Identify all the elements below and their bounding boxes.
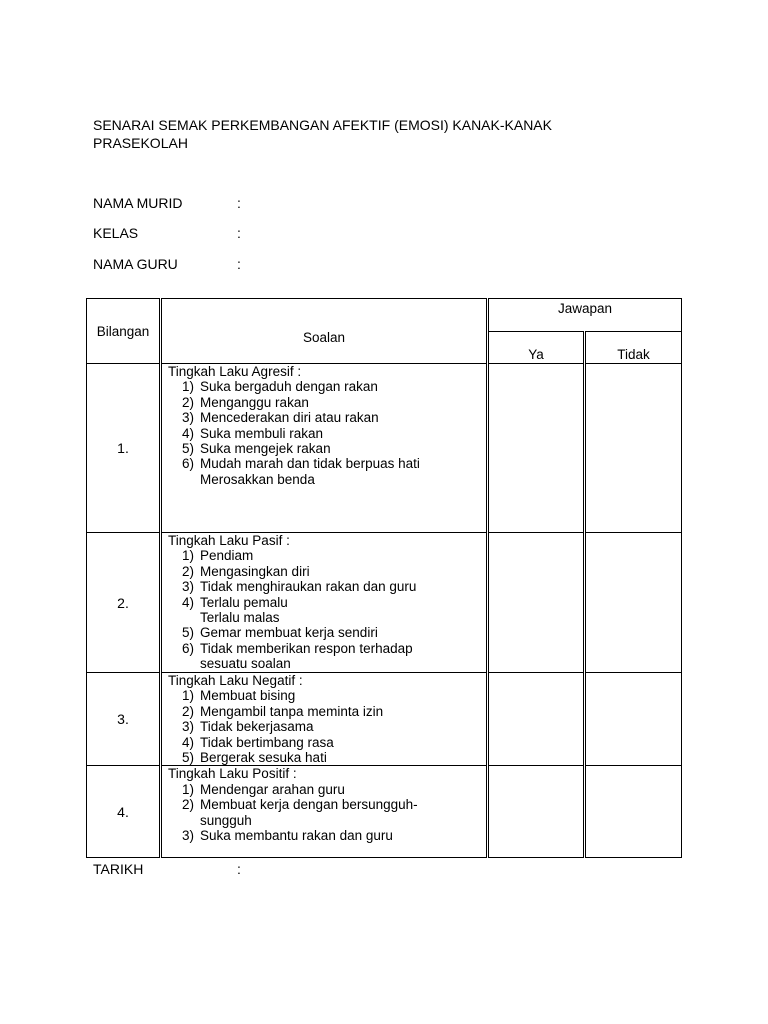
list-item: [168, 735, 482, 750]
item-number: 3): [181, 719, 194, 735]
header-jawapan: Jawapan: [488, 299, 682, 332]
list-item: [168, 688, 482, 703]
item-text: Tidak bertimbang rasa: [200, 734, 334, 750]
item-number: 6): [181, 456, 194, 472]
item-text: Suka mengejek rakan: [200, 441, 331, 457]
item-text: Tidak memberikan respon terhadap: [200, 640, 413, 656]
list-item: [168, 656, 482, 671]
list-item: [168, 595, 482, 610]
list-item: [168, 441, 482, 456]
answer-tidak-cell[interactable]: [585, 766, 682, 858]
item-text: Suka membuli rakan: [200, 425, 324, 441]
header-ya: Ya: [488, 332, 585, 364]
item-text: Membuat kerja dengan bersungguh-: [200, 797, 418, 813]
item-number: 2): [181, 563, 194, 579]
item-number: 5): [181, 750, 194, 766]
item-text: Suka membantu rakan dan guru: [200, 828, 393, 844]
item-text: Terlalu malas: [200, 610, 280, 626]
item-text: Mengasingkan diri: [200, 563, 310, 579]
question-cell: [161, 766, 488, 858]
list-item: [168, 828, 482, 843]
item-text: Mengambil tanpa meminta izin: [200, 703, 384, 719]
field-colon: :: [237, 861, 241, 877]
list-item: [168, 625, 482, 640]
answer-tidak-cell[interactable]: [585, 673, 682, 766]
list-item: [168, 456, 482, 471]
checklist-table: [86, 298, 682, 858]
field-label: NAMA GURU: [93, 256, 178, 272]
question-heading: Tingkah Laku Positif :: [168, 766, 297, 782]
answer-ya-cell[interactable]: [488, 364, 585, 533]
header-soalan: Soalan: [161, 299, 488, 364]
field-colon: :: [237, 256, 241, 272]
field-label: TARIKH: [93, 861, 144, 877]
list-item: [168, 797, 482, 812]
item-text: sesuatu soalan: [200, 656, 291, 672]
list-item: [168, 579, 482, 594]
field-colon: :: [237, 225, 241, 241]
list-item: [168, 719, 482, 734]
item-number: 1): [181, 379, 194, 395]
list-item: [168, 410, 482, 425]
item-text: Suka bergaduh dengan rakan: [200, 379, 378, 395]
answer-ya-cell[interactable]: [488, 766, 585, 858]
header-tidak: Tidak: [585, 332, 682, 364]
item-number: 4): [181, 594, 194, 610]
item-number: 3): [181, 410, 194, 426]
item-number: 2): [181, 703, 194, 719]
question-list: [168, 782, 482, 844]
header-bilangan: Bilangan: [87, 299, 161, 364]
item-text: Mendengar arahan guru: [200, 781, 345, 797]
item-text: Merosakkan benda: [200, 471, 315, 487]
item-number: 2): [181, 797, 194, 813]
item-number: [168, 610, 200, 625]
list-item: [168, 610, 482, 625]
item-number: [168, 656, 200, 671]
field-tarikh: [93, 860, 241, 878]
question-list: [168, 379, 482, 487]
question-cell: [161, 533, 488, 673]
item-text: Tidak menghiraukan rakan dan guru: [200, 579, 417, 595]
list-item: [168, 750, 482, 765]
item-number: 5): [181, 441, 194, 457]
question-list: [168, 548, 482, 671]
list-item: [168, 426, 482, 441]
item-number: 1): [181, 548, 194, 564]
item-text: Mencederakan diri atau rakan: [200, 410, 379, 426]
list-item: [168, 379, 482, 394]
field-label: KELAS: [93, 225, 139, 241]
question-heading: Tingkah Laku Negatif :: [168, 673, 303, 688]
answer-tidak-cell[interactable]: [585, 364, 682, 533]
row-number: 4.: [87, 766, 161, 858]
item-number: 6): [181, 640, 194, 656]
row-number: 3.: [87, 673, 161, 766]
field-colon: :: [237, 195, 241, 211]
table-row: [87, 364, 682, 533]
item-number: 3): [181, 579, 194, 595]
list-item: [168, 704, 482, 719]
list-item: [168, 395, 482, 410]
field-nama-guru: [93, 255, 241, 273]
field-label: NAMA MURID: [93, 195, 183, 211]
table-row: [87, 673, 682, 766]
item-text: Membuat bising: [200, 688, 296, 704]
question-cell: [161, 364, 488, 533]
field-nama-murid: [93, 194, 241, 212]
item-text: Terlalu pemalu: [200, 594, 288, 610]
item-number: [168, 813, 200, 828]
question-list: [168, 688, 482, 765]
table-row: [87, 766, 682, 858]
list-item: [168, 564, 482, 579]
item-number: 5): [181, 625, 194, 641]
item-text: Bergerak sesuka hati: [200, 750, 327, 766]
item-text: Tidak bekerjasama: [200, 719, 314, 735]
item-number: 4): [181, 425, 194, 441]
answer-ya-cell[interactable]: [488, 673, 585, 766]
item-text: Pendiam: [200, 548, 254, 564]
item-number: 1): [181, 688, 194, 704]
row-number: 1.: [87, 364, 161, 533]
question-cell: [161, 673, 488, 766]
list-item: [168, 813, 482, 828]
list-item: [168, 782, 482, 797]
item-number: 4): [181, 734, 194, 750]
item-number: 3): [181, 828, 194, 844]
item-text: Gemar membuat kerja sendiri: [200, 625, 378, 641]
field-kelas: [93, 224, 241, 242]
item-text: Menganggu rakan: [200, 394, 309, 410]
question-heading: Tingkah Laku Pasif :: [168, 533, 290, 548]
table-row: [87, 533, 682, 673]
item-number: [168, 472, 200, 487]
answer-ya-cell[interactable]: [488, 533, 585, 673]
document-title: SENARAI SEMAK PERKEMBANGAN AFEKTIF (EMOSI) KANAK-KANAK PRASEKOLAH: [93, 117, 552, 151]
item-number: 2): [181, 394, 194, 410]
list-item: [168, 641, 482, 656]
item-text: sungguh: [200, 812, 252, 828]
row-number: 2.: [87, 533, 161, 673]
list-item: [168, 472, 482, 487]
item-text: Mudah marah dan tidak berpuas hati: [200, 456, 420, 472]
answer-tidak-cell[interactable]: [585, 533, 682, 673]
question-heading: Tingkah Laku Agresif :: [168, 364, 302, 379]
list-item: [168, 548, 482, 563]
item-number: 1): [181, 781, 194, 797]
